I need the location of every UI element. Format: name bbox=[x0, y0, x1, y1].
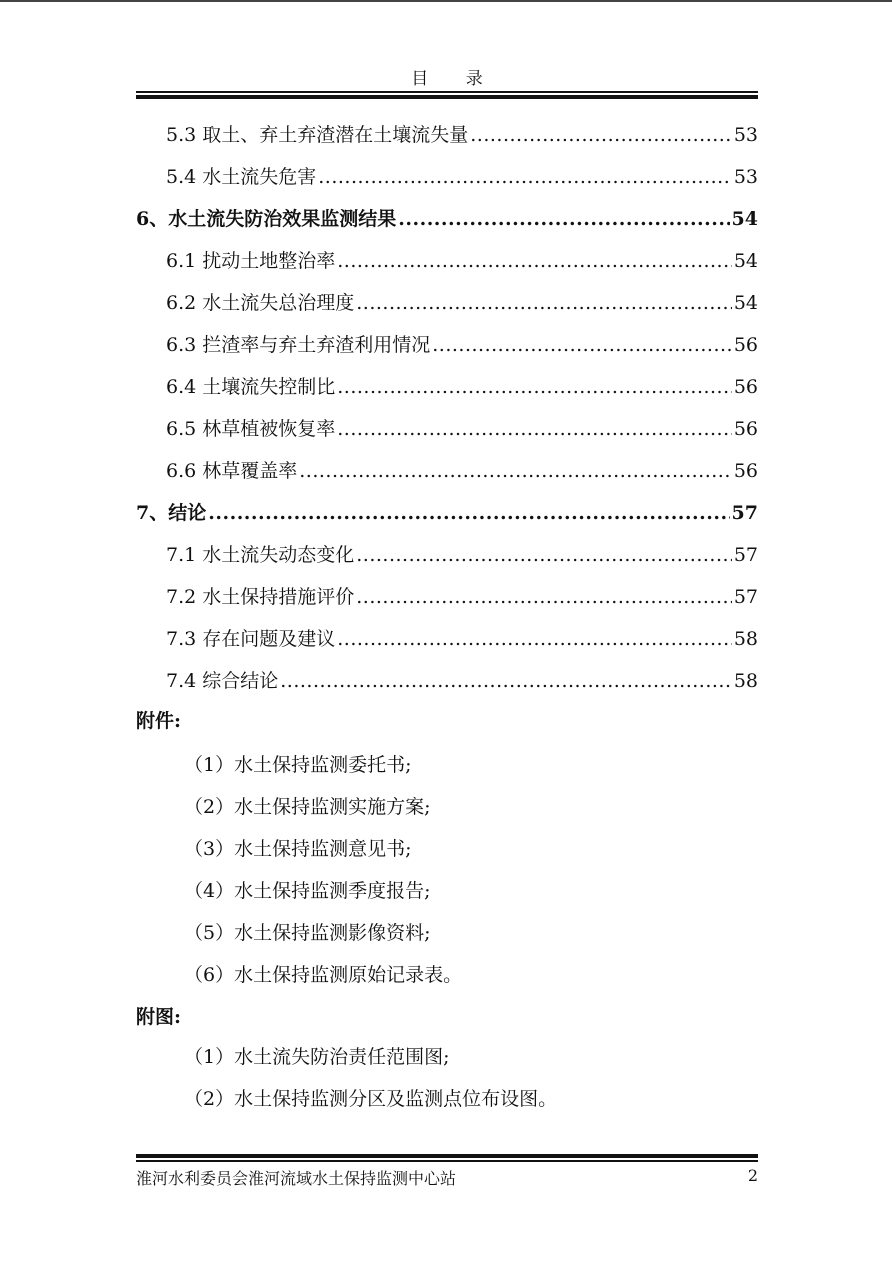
toc-leader-dots bbox=[318, 156, 732, 198]
toc-entry-chapter[interactable] bbox=[136, 198, 758, 240]
attachment-item: （6）水土保持监测原始记录表。 bbox=[184, 964, 463, 986]
toc-entry-page: 56 bbox=[733, 460, 758, 482]
toc-entry[interactable] bbox=[136, 450, 758, 492]
toc-entry-page: 54 bbox=[733, 250, 758, 272]
toc-entry-label: 6.5 林草植被恢复率 bbox=[166, 418, 336, 440]
toc-entry-label: 6.4 土壤流失控制比 bbox=[166, 376, 336, 398]
footer-organization: 淮河水利委员会淮河流域水土保持监测中心站 bbox=[136, 1169, 457, 1188]
toc-entry-page: 54 bbox=[731, 208, 758, 230]
toc-entry-page: 53 bbox=[733, 166, 758, 188]
toc-entry-label: 6.3 拦渣率与弃土弃渣利用情况 bbox=[166, 334, 431, 356]
toc-entry-page: 57 bbox=[733, 544, 758, 566]
toc-leader-dots bbox=[208, 492, 729, 534]
toc-entry-page: 54 bbox=[733, 292, 758, 314]
toc-entry-label: 7.2 水土保持措施评价 bbox=[166, 586, 355, 608]
toc-leader-dots bbox=[356, 282, 732, 324]
toc-leader-dots bbox=[470, 114, 732, 156]
attachment-item: （5）水土保持监测影像资料; bbox=[184, 922, 431, 944]
toc-entry[interactable] bbox=[136, 240, 758, 282]
attachment-item: （4）水土保持监测季度报告; bbox=[184, 880, 431, 902]
header-rule bbox=[136, 91, 758, 99]
toc-entry-page: 56 bbox=[733, 334, 758, 356]
figures-list bbox=[184, 1036, 744, 1120]
toc-leader-dots bbox=[356, 534, 732, 576]
page-top-border bbox=[0, 0, 892, 2]
toc-entry-page: 58 bbox=[733, 670, 758, 692]
toc-entry[interactable] bbox=[136, 408, 758, 450]
attachments-list bbox=[184, 744, 744, 996]
toc-leader-dots bbox=[280, 660, 732, 702]
toc-leader-dots bbox=[337, 618, 732, 660]
figure-item: （2）水土保持监测分区及监测点位布设图。 bbox=[184, 1088, 558, 1110]
toc-leader-dots bbox=[337, 366, 732, 408]
toc-entry-label: 7.1 水土流失动态变化 bbox=[166, 544, 355, 566]
table-of-contents bbox=[136, 114, 758, 702]
toc-entry-label: 6.2 水土流失总治理度 bbox=[166, 292, 355, 314]
toc-entry-label: 6.1 扰动土地整治率 bbox=[166, 250, 336, 272]
toc-entry[interactable] bbox=[136, 576, 758, 618]
toc-entry[interactable] bbox=[136, 156, 758, 198]
toc-entry-page: 58 bbox=[733, 628, 758, 650]
toc-entry-label: 6.6 林草覆盖率 bbox=[166, 460, 298, 482]
toc-entry-label: 7.3 存在问题及建议 bbox=[166, 628, 336, 650]
toc-leader-dots bbox=[398, 198, 729, 240]
toc-entry[interactable] bbox=[136, 282, 758, 324]
header-title: 目 录 bbox=[411, 69, 499, 89]
figure-item: （1）水土流失防治责任范围图; bbox=[184, 1046, 450, 1068]
toc-entry[interactable] bbox=[136, 618, 758, 660]
toc-leader-dots bbox=[337, 240, 732, 282]
toc-entry-chapter[interactable] bbox=[136, 492, 758, 534]
toc-entry-page: 57 bbox=[731, 502, 758, 524]
toc-leader-dots bbox=[432, 324, 732, 366]
toc-entry[interactable] bbox=[136, 366, 758, 408]
toc-leader-dots bbox=[356, 576, 732, 618]
figures-heading: 附图: bbox=[136, 1006, 182, 1028]
toc-entry-page: 57 bbox=[733, 586, 758, 608]
footer-rule bbox=[136, 1154, 758, 1162]
toc-entry[interactable] bbox=[136, 324, 758, 366]
footer-page-number: 2 bbox=[747, 1166, 758, 1185]
toc-entry-label: 5.3 取土、弃土弃渣潜在土壤流失量 bbox=[166, 124, 469, 146]
toc-entry-label: 6、水土流失防治效果监测结果 bbox=[136, 208, 397, 230]
toc-entry-page: 56 bbox=[733, 376, 758, 398]
toc-entry-label: 5.4 水土流失危害 bbox=[166, 166, 317, 188]
toc-leader-dots bbox=[299, 450, 732, 492]
toc-entry[interactable] bbox=[136, 660, 758, 702]
toc-entry-page: 53 bbox=[733, 124, 758, 146]
attachment-item: （3）水土保持监测意见书; bbox=[184, 838, 412, 860]
toc-entry-page: 56 bbox=[733, 418, 758, 440]
attachments-heading: 附件: bbox=[136, 710, 182, 732]
toc-entry[interactable] bbox=[136, 114, 758, 156]
toc-entry-label: 7.4 综合结论 bbox=[166, 670, 279, 692]
toc-entry-label: 7、结论 bbox=[136, 502, 207, 524]
attachment-item: （2）水土保持监测实施方案; bbox=[184, 796, 431, 818]
toc-entry[interactable] bbox=[136, 534, 758, 576]
attachment-item: （1）水土保持监测委托书; bbox=[184, 754, 412, 776]
toc-leader-dots bbox=[337, 408, 732, 450]
